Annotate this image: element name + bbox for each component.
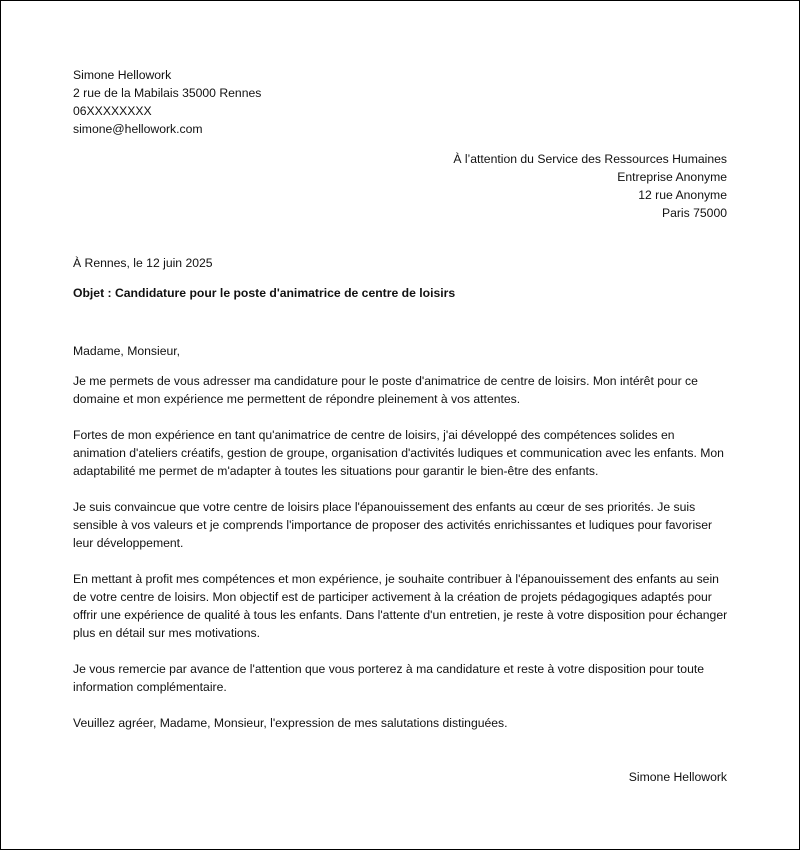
letter-subject: Objet : Candidature pour le poste d'animatrice de centre de loisirs [73, 286, 456, 300]
body-paragraph: Je suis convaincue que votre centre de loisirs place l'épanouissement des enfants au cœur de ses priorités. Je suis sensible à vos valeurs et je comprends l'importance de proposer des activités enrichissantes et ludiques pour favoriser leur développement. [73, 500, 713, 550]
sender-address: 2 rue de la Mabilais 35000 Rennes [73, 86, 262, 100]
recipient-attention: À l’attention du Service des Ressources Humaines [453, 152, 727, 166]
recipient-street: 12 rue Anonyme [638, 188, 727, 202]
sender-email: simone@hellowork.com [73, 122, 203, 136]
sender-phone: 06XXXXXXXX [73, 104, 152, 118]
body-paragraph: En mettant à profit mes compétences et mon expérience, je souhaite contribuer à l'épanouissement des enfants au sein de votre centre de loisirs. Mon objectif est de participer activement à la création de projets pédagogiques adaptés pour offrir une expérience de qualité à tous les enfants. Dans l'attente d'un entretien, je reste à votre disposition pour échanger plus en détail sur mes motivations. [73, 572, 728, 640]
sender-block [73, 66, 261, 138]
recipient-block [453, 150, 727, 222]
signature: Simone Hellowork [628, 770, 727, 784]
recipient-company: Entreprise Anonyme [617, 170, 727, 184]
letter-body [73, 372, 729, 750]
body-paragraph: Je vous remercie par avance de l'attention que vous porterez à ma candidature et reste à votre disposition pour toute information complémentaire. [73, 662, 705, 694]
letter-date: À Rennes, le 12 juin 2025 [73, 256, 213, 270]
closing-paragraph: Veuillez agréer, Madame, Monsieur, l'expression de mes salutations distinguées. [73, 716, 508, 730]
letter-salutation: Madame, Monsieur, [73, 344, 181, 358]
body-paragraph: Fortes de mon expérience en tant qu'animatrice de centre de loisirs, j'ai développé des compétences solides en animation d'ateliers créatifs, gestion de groupe, organisation d'activités ludiques et communication avec les enfants. Mon adaptabilité me permet de m'adapter à toutes les situations pour garantir le bien-être des enfants. [73, 428, 724, 478]
recipient-city: Paris 75000 [661, 206, 727, 220]
body-paragraph: Je me permets de vous adresser ma candidature pour le poste d'animatrice de centre de loisirs. Mon intérêt pour ce domaine et mon expérience me permettent de répondre pleinement à vos attentes. [73, 374, 698, 406]
sender-name: Simone Hellowork [73, 68, 172, 82]
